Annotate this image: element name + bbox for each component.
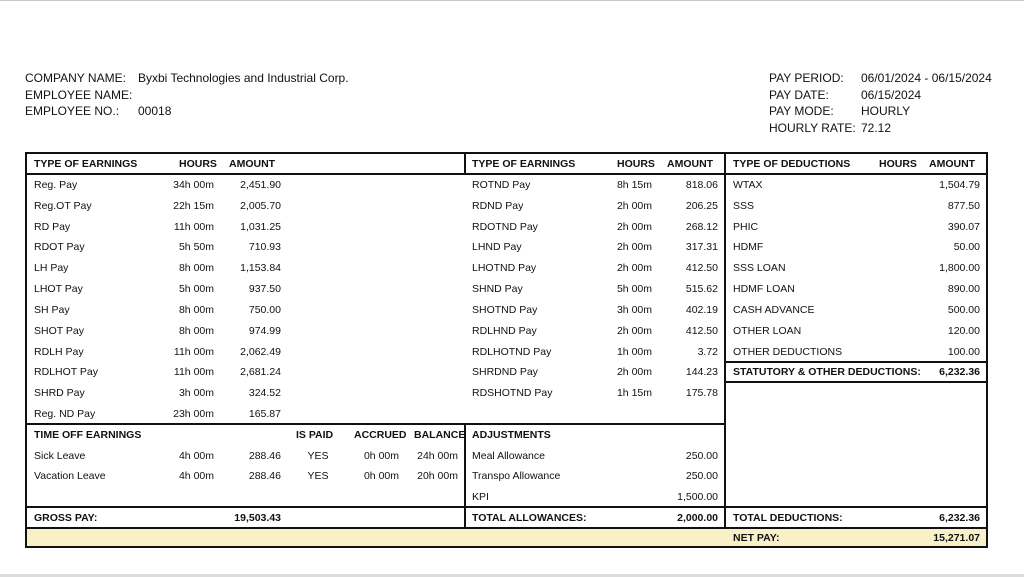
deductions-type-header: TYPE OF DEDUCTIONS xyxy=(733,158,851,170)
earnings-amount: 750.00 xyxy=(248,304,281,316)
earnings-type: SH Pay xyxy=(34,304,70,316)
earnings-type: RD Pay xyxy=(34,221,71,233)
deduction-type: HDMF xyxy=(733,241,764,253)
earnings-amount: 165.87 xyxy=(248,408,281,420)
earnings2-amount: 317.31 xyxy=(685,241,718,253)
timeoff-divider xyxy=(27,423,724,425)
deduction-amount: 1,504.79 xyxy=(939,179,980,191)
earnings2-hours: 2h 00m xyxy=(616,325,652,337)
employee-info xyxy=(25,70,349,120)
earnings-hours: 3h 00m xyxy=(178,387,214,399)
earnings-type: SHRD Pay xyxy=(34,387,85,399)
deductions-hours-header: HOURS xyxy=(879,158,917,170)
timeoff-hours: 4h 00m xyxy=(178,450,214,462)
earnings-amount: 937.50 xyxy=(248,283,281,295)
statutory-deductions-label: STATUTORY & OTHER DEDUCTIONS: xyxy=(733,366,921,378)
timeoff-balance: 24h 00m xyxy=(417,450,458,462)
earnings2-type: SHND Pay xyxy=(472,283,523,295)
deduction-type: PHIC xyxy=(733,221,759,233)
timeoff-hours: 4h 00m xyxy=(178,470,214,482)
payslip-table xyxy=(25,152,988,548)
earnings2-amount: 206.25 xyxy=(685,200,718,212)
earnings2-amount: 3.72 xyxy=(697,346,718,358)
employee-no-label: EMPLOYEE NO.: xyxy=(25,104,120,119)
earnings-type-header: TYPE OF EARNINGS xyxy=(34,158,138,170)
earnings2-type: SHRDND Pay xyxy=(472,366,538,378)
earnings2-hours: 1h 15m xyxy=(616,387,652,399)
earnings-hours: 22h 15m xyxy=(173,200,214,212)
earnings2-amount: 402.19 xyxy=(685,304,718,316)
top-divider xyxy=(0,0,1024,1)
adjustment-type: KPI xyxy=(472,491,489,503)
earnings2-type: RDOTND Pay xyxy=(472,221,538,233)
earnings2-type-header: TYPE OF EARNINGS xyxy=(472,158,576,170)
adjustment-type: Meal Allowance xyxy=(472,450,545,462)
earnings2-hours: 2h 00m xyxy=(616,241,652,253)
deduction-amount: 890.00 xyxy=(947,283,980,295)
earnings-type: LH Pay xyxy=(34,262,69,274)
gross-pay-value: 19,503.43 xyxy=(234,512,281,524)
earnings-hours: 5h 50m xyxy=(178,241,214,253)
pay-info xyxy=(769,70,992,137)
company-name-value: Byxbi Technologies and Industrial Corp. xyxy=(138,71,349,85)
timeoff-accrued: 0h 00m xyxy=(363,450,399,462)
earnings-amount: 324.52 xyxy=(248,387,281,399)
timeoff-type: Vacation Leave xyxy=(34,470,106,482)
deduction-amount: 390.07 xyxy=(947,221,980,233)
earnings-hours: 8h 00m xyxy=(178,304,214,316)
deduction-type: OTHER LOAN xyxy=(733,325,802,337)
timeoff-ispaid: YES xyxy=(307,450,329,462)
earnings2-amount-header: AMOUNT xyxy=(667,158,714,170)
earnings2-hours: 8h 15m xyxy=(616,179,652,191)
earnings2-hours-header: HOURS xyxy=(617,158,655,170)
deduction-type: SSS xyxy=(733,200,755,212)
earnings2-amount: 412.50 xyxy=(685,325,718,337)
timeoff-ispaid: YES xyxy=(307,470,329,482)
earnings2-type: LHOTND Pay xyxy=(472,262,537,274)
earnings2-type: RDLHOTND Pay xyxy=(472,346,552,358)
earnings2-amount: 818.06 xyxy=(685,179,718,191)
earnings-type: Reg. ND Pay xyxy=(34,408,96,420)
earnings-hours: 23h 00m xyxy=(173,408,214,420)
earnings-hours: 11h 00m xyxy=(173,366,214,378)
total-allowances-value: 2,000.00 xyxy=(677,512,718,524)
earnings-header-divider xyxy=(464,154,466,173)
earnings2-hours: 2h 00m xyxy=(616,221,652,233)
statutory-divider-bottom xyxy=(724,381,986,383)
deduction-amount: 50.00 xyxy=(953,241,980,253)
timeoff-ispaid-header: IS PAID xyxy=(296,429,334,441)
timeoff-type-header: TIME OFF EARNINGS xyxy=(34,429,142,441)
earnings-hours: 34h 00m xyxy=(173,179,214,191)
adjustment-amount: 250.00 xyxy=(685,470,718,482)
statutory-deductions-value: 6,232.36 xyxy=(939,366,980,378)
deduction-type: WTAX xyxy=(733,179,763,191)
deductions-amount-header: AMOUNT xyxy=(929,158,976,170)
earnings-amount: 2,062.49 xyxy=(240,346,281,358)
employee-no-value: 00018 xyxy=(138,104,172,119)
pay-period-label: PAY PERIOD: xyxy=(769,71,844,85)
earnings2-type: RDSHOTND Pay xyxy=(472,387,553,399)
earnings-hours: 11h 00m xyxy=(173,346,214,358)
earnings2-amount: 515.62 xyxy=(685,283,718,295)
adjustments-header: ADJUSTMENTS xyxy=(472,429,551,441)
earnings-type: Reg. Pay xyxy=(34,179,78,191)
net-pay-label: NET PAY: xyxy=(733,532,780,544)
pay-period-value: 06/01/2024 - 06/15/2024 xyxy=(861,71,992,85)
pay-mode-value: HOURLY xyxy=(861,104,911,119)
earnings-type: SHOT Pay xyxy=(34,325,84,337)
employee-name-label: EMPLOYEE NAME: xyxy=(25,87,133,102)
pay-mode-label: PAY MODE: xyxy=(769,104,834,119)
earnings-amount: 710.93 xyxy=(248,241,281,253)
earnings-amount: 2,005.70 xyxy=(240,200,281,212)
earnings2-type: RDLHND Pay xyxy=(472,325,537,337)
earnings2-hours: 2h 00m xyxy=(616,366,652,378)
deduction-amount: 100.00 xyxy=(947,346,980,358)
earnings2-hours: 2h 00m xyxy=(616,262,652,274)
totals-divider xyxy=(27,506,986,508)
timeoff-amount: 288.46 xyxy=(248,470,281,482)
earnings2-type: LHND Pay xyxy=(472,241,522,253)
timeoff-balance: 20h 00m xyxy=(417,470,458,482)
earnings2-hours: 5h 00m xyxy=(616,283,652,295)
deduction-type: SSS LOAN xyxy=(733,262,786,274)
earnings-amount: 2,681.24 xyxy=(240,366,281,378)
earnings2-amount: 144.23 xyxy=(685,366,718,378)
pay-date-label: PAY DATE: xyxy=(769,87,829,102)
netpay-divider xyxy=(27,527,986,529)
earnings2-type: ROTND Pay xyxy=(472,179,531,191)
adjustment-amount: 250.00 xyxy=(685,450,718,462)
deduction-amount: 120.00 xyxy=(947,325,980,337)
earnings2-hours: 1h 00m xyxy=(616,346,652,358)
statutory-divider-top xyxy=(724,361,986,363)
earnings-hours: 8h 00m xyxy=(178,262,214,274)
deduction-amount: 500.00 xyxy=(947,304,980,316)
hourly-rate-label: HOURLY RATE: xyxy=(769,121,856,136)
timeoff-accrued-header: ACCRUED xyxy=(354,429,407,441)
total-deductions-value: 6,232.36 xyxy=(939,512,980,524)
timeoff-amount: 288.46 xyxy=(248,450,281,462)
earnings2-amount: 175.78 xyxy=(685,387,718,399)
deduction-amount: 877.50 xyxy=(947,200,980,212)
deduction-type: OTHER DEDUCTIONS xyxy=(733,346,843,358)
earnings-amount: 1,153.84 xyxy=(240,262,281,274)
adjustment-type: Transpo Allowance xyxy=(472,470,561,482)
earnings2-type: RDND Pay xyxy=(472,200,524,212)
deduction-amount: 1,800.00 xyxy=(939,262,980,274)
gross-pay-label: GROSS PAY: xyxy=(34,512,98,524)
earnings2-hours: 2h 00m xyxy=(616,200,652,212)
deductions-divider xyxy=(724,154,726,527)
earnings-hours: 11h 00m xyxy=(173,221,214,233)
timeoff-balance-header: BALANCE xyxy=(414,429,466,441)
earnings-amount: 974.99 xyxy=(248,325,281,337)
earnings-amount: 2,451.90 xyxy=(240,179,281,191)
earnings2-amount: 268.12 xyxy=(685,221,718,233)
total-deductions-label: TOTAL DEDUCTIONS: xyxy=(733,512,843,524)
header-divider xyxy=(27,173,986,175)
earnings2-amount: 412.50 xyxy=(685,262,718,274)
earnings-hours: 8h 00m xyxy=(178,325,214,337)
earnings-hours-header: HOURS xyxy=(179,158,217,170)
pay-date-value: 06/15/2024 xyxy=(861,87,922,102)
total-allowances-label: TOTAL ALLOWANCES: xyxy=(472,512,587,524)
adjustment-amount: 1,500.00 xyxy=(677,491,718,503)
earnings-amount-header: AMOUNT xyxy=(229,158,276,170)
timeoff-type: Sick Leave xyxy=(34,450,86,462)
earnings-type: RDLHOT Pay xyxy=(34,366,98,378)
earnings-type: LHOT Pay xyxy=(34,283,83,295)
net-pay-value: 15,271.07 xyxy=(933,532,980,544)
deduction-type: HDMF LOAN xyxy=(733,283,795,295)
earnings-type: Reg.OT Pay xyxy=(34,200,92,212)
earnings-amount: 1,031.25 xyxy=(240,221,281,233)
deduction-type: CASH ADVANCE xyxy=(733,304,815,316)
earnings2-hours: 3h 00m xyxy=(616,304,652,316)
earnings2-type: SHOTND Pay xyxy=(472,304,538,316)
timeoff-accrued: 0h 00m xyxy=(363,470,399,482)
hourly-rate-value: 72.12 xyxy=(861,121,892,136)
net-pay-row xyxy=(27,529,986,546)
company-name-label: COMPANY NAME: xyxy=(25,71,126,85)
earnings-type: RDLH Pay xyxy=(34,346,84,358)
earnings-hours: 5h 00m xyxy=(178,283,214,295)
earnings-type: RDOT Pay xyxy=(34,241,85,253)
